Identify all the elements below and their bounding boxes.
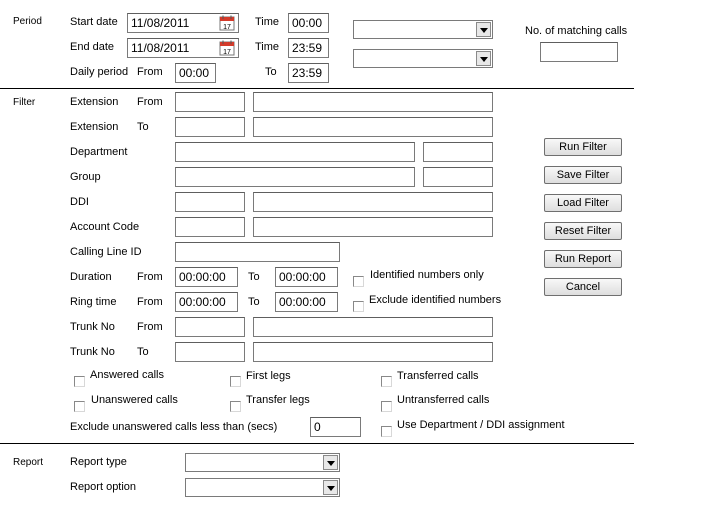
ring-from-label: From [137, 296, 163, 308]
use-dept-ddi-label: Use Department / DDI assignment [397, 419, 565, 431]
transfer-legs-checkbox[interactable] [230, 401, 241, 412]
ddi-label: DDI [70, 196, 89, 208]
trunk-from-input[interactable] [175, 317, 245, 337]
ring-time-label: Ring time [70, 296, 117, 308]
start-time-input[interactable] [288, 13, 329, 33]
extension-to-input[interactable] [175, 117, 245, 137]
extension-from-sub-label: From [137, 96, 163, 108]
trunk-from-label: Trunk No [70, 321, 115, 333]
end-time-label: Time [255, 41, 280, 53]
matching-calls-label: No. of matching calls [525, 25, 628, 37]
untransferred-calls-checkbox[interactable] [381, 401, 392, 412]
matching-calls-field [540, 42, 618, 62]
trunk-from-sub-label: From [137, 321, 163, 333]
trunk-to-sub-label: To [137, 346, 149, 358]
unanswered-calls-label: Unanswered calls [91, 394, 178, 406]
answered-calls-label: Answered calls [90, 369, 164, 381]
run-report-button[interactable]: Run Report [544, 250, 622, 268]
cli-label: Calling Line ID [70, 246, 142, 258]
group-label: Group [70, 171, 101, 183]
report-type-label: Report type [70, 456, 127, 468]
trunk-to-name-field[interactable] [253, 342, 493, 362]
duration-to-label: To [248, 271, 260, 283]
exclude-unanswered-label: Exclude unanswered calls less than (secs) [70, 421, 278, 433]
first-legs-checkbox[interactable] [230, 376, 241, 387]
extension-from-input[interactable] [175, 92, 245, 112]
chevron-down-icon[interactable] [476, 51, 491, 66]
divider [0, 443, 634, 444]
start-date-calendar-day: 17 [223, 24, 231, 31]
ring-time-to-input[interactable] [275, 292, 338, 312]
chevron-down-icon[interactable] [323, 480, 338, 495]
divider [0, 88, 634, 89]
report-option-select[interactable] [185, 478, 340, 497]
extension-to-label: Extension [70, 121, 119, 133]
report-type-select[interactable] [185, 453, 340, 472]
ring-to-label: To [248, 296, 260, 308]
identified-only-checkbox[interactable] [353, 276, 364, 287]
start-date-calendar-icon[interactable] [219, 15, 235, 31]
load-filter-button[interactable]: Load Filter [544, 194, 622, 212]
run-filter-button[interactable]: Run Filter [544, 138, 622, 156]
exclude-identified-label: Exclude identified numbers [369, 294, 502, 306]
exclude-identified-checkbox[interactable] [353, 301, 364, 312]
transferred-calls-label: Transferred calls [397, 370, 479, 382]
identified-only-label: Identified numbers only [370, 269, 484, 281]
start-date-label: Start date [70, 16, 118, 28]
chevron-down-icon[interactable] [323, 455, 338, 470]
cancel-button[interactable]: Cancel [544, 278, 622, 296]
extension-to-name-field[interactable] [253, 117, 493, 137]
unanswered-calls-checkbox[interactable] [74, 401, 85, 412]
duration-label: Duration [70, 271, 112, 283]
section-period: Period [13, 16, 42, 27]
save-filter-button[interactable]: Save Filter [544, 166, 622, 184]
chevron-down-icon[interactable] [476, 22, 491, 37]
end-date-calendar-icon[interactable] [219, 40, 235, 56]
transferred-calls-checkbox[interactable] [381, 376, 392, 387]
ddi-input[interactable] [175, 192, 245, 212]
daily-to-input[interactable] [288, 63, 329, 83]
period-preset-select-2[interactable] [353, 49, 493, 68]
answered-calls-checkbox[interactable] [74, 376, 85, 387]
first-legs-label: First legs [246, 370, 291, 382]
daily-period-label: Daily period [70, 66, 129, 78]
department-input[interactable] [175, 142, 415, 162]
daily-from-label: From [137, 66, 163, 78]
department-label: Department [70, 146, 128, 158]
reset-filter-button[interactable]: Reset Filter [544, 222, 622, 240]
ring-time-from-input[interactable] [175, 292, 238, 312]
end-date-calendar-day: 17 [223, 49, 231, 56]
cli-input[interactable] [175, 242, 340, 262]
report-option-label: Report option [70, 481, 137, 493]
daily-from-input[interactable] [175, 63, 216, 83]
trunk-to-input[interactable] [175, 342, 245, 362]
extension-from-name-field[interactable] [253, 92, 493, 112]
duration-from-input[interactable] [175, 267, 238, 287]
extension-to-sub-label: To [137, 121, 149, 133]
ddi-name-field[interactable] [253, 192, 493, 212]
section-filter: Filter [13, 97, 36, 108]
duration-from-label: From [137, 271, 163, 283]
start-time-label: Time [255, 16, 280, 28]
section-report: Report [13, 457, 44, 468]
use-dept-ddi-checkbox[interactable] [381, 426, 392, 437]
transfer-legs-label: Transfer legs [246, 394, 310, 406]
account-code-input[interactable] [175, 217, 245, 237]
account-code-label: Account Code [70, 221, 140, 233]
department-code-field[interactable] [423, 142, 493, 162]
trunk-to-label: Trunk No [70, 346, 115, 358]
daily-to-label: To [265, 66, 277, 78]
end-date-label: End date [70, 41, 115, 53]
group-input[interactable] [175, 167, 415, 187]
untransferred-calls-label: Untransferred calls [397, 394, 490, 406]
trunk-from-name-field[interactable] [253, 317, 493, 337]
group-code-field[interactable] [423, 167, 493, 187]
period-preset-select-1[interactable] [353, 20, 493, 39]
extension-from-label: Extension [70, 96, 119, 108]
duration-to-input[interactable] [275, 267, 338, 287]
exclude-unanswered-secs-input[interactable] [310, 417, 361, 437]
account-code-name-field[interactable] [253, 217, 493, 237]
end-time-input[interactable] [288, 38, 329, 58]
